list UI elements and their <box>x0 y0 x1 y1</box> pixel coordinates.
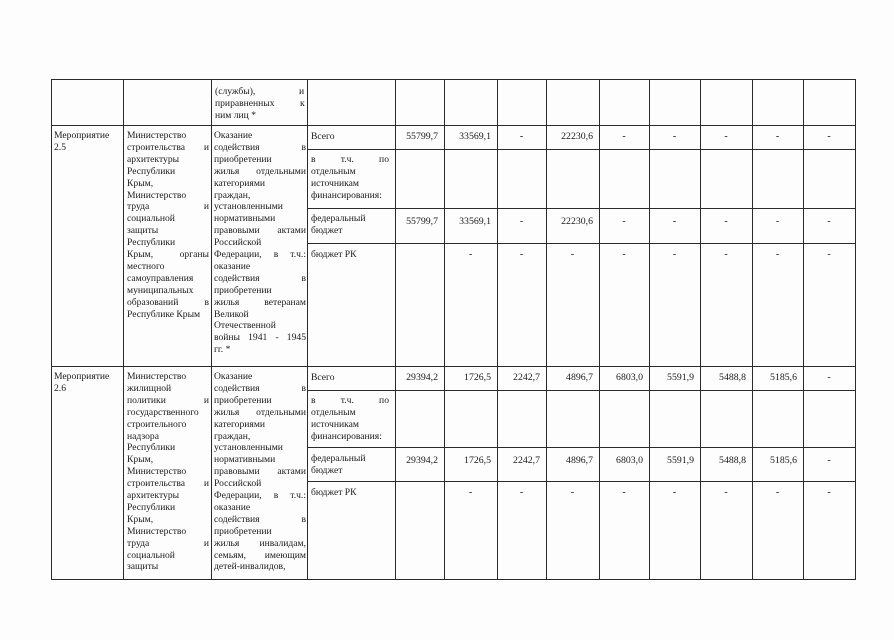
federal-value: 5488,8 <box>719 455 746 466</box>
fragment-text: и <box>299 86 305 97</box>
total-value: 5591,9 <box>667 372 694 383</box>
total-value: 2242,7 <box>513 372 540 383</box>
fragment-text: (службы), <box>215 86 256 97</box>
table-vline <box>123 79 124 580</box>
source-incl-label: в т.ч. по отдельным источникам финансирования: <box>311 395 389 442</box>
rk-value: - <box>775 487 780 498</box>
description-text-line: установленными <box>214 442 283 454</box>
description-text-line: детей-инвалидов, <box>214 561 286 573</box>
total-value: 1726,5 <box>464 372 491 383</box>
rk-value: - <box>468 487 473 498</box>
description-text-line: Оказание <box>214 130 253 141</box>
description-text-line: Федерации, в т.ч.: <box>214 249 306 260</box>
description-text-line: жилья инвалидам, <box>214 537 306 549</box>
executor-text-line: жилищной <box>127 382 172 394</box>
description-text-line: приобретении <box>214 394 272 406</box>
federal-value: - <box>672 216 677 227</box>
source-incl-label: в т.ч. по отдельным источникам финансирования: <box>311 154 389 201</box>
table-vline <box>752 79 753 580</box>
rk-value: - <box>672 487 677 498</box>
table-vline <box>599 79 600 580</box>
description-text-line: Российской <box>214 478 262 490</box>
description-text-line: оказание <box>214 501 251 513</box>
table-hline <box>307 208 856 209</box>
source-total-label: Всего <box>311 372 335 383</box>
rk-value: - <box>570 487 575 498</box>
table-vline <box>444 79 445 580</box>
description-text-line: семьям, имеющим <box>214 549 306 561</box>
rk-value: - <box>827 487 831 498</box>
description-text-line: содействия в <box>214 272 306 284</box>
description-text-line: Федерации, в т.ч.: <box>214 490 306 501</box>
total-value: 5488,8 <box>719 372 746 383</box>
executor-text-line: строительства и <box>127 478 209 490</box>
fragment-text: ним лиц * <box>215 110 256 121</box>
executor-text-line: труда и <box>127 537 209 549</box>
description-text-line: Отечественной <box>214 320 276 332</box>
executor-text-line: политики и <box>127 394 209 406</box>
executor-text-line: Министерство <box>127 525 187 537</box>
event-label-line: 2.6 <box>54 382 66 394</box>
event-label-line: 2.5 <box>54 141 66 153</box>
executor-text-line: муниципальных <box>127 284 194 296</box>
executor-text-line: Республики <box>127 237 176 249</box>
table-hline <box>51 579 856 580</box>
federal-value: - <box>827 216 831 227</box>
table-vline <box>395 79 396 580</box>
table-hline <box>307 243 856 244</box>
executor-text-line: труда и <box>127 201 209 213</box>
executor-text-line: образований в <box>127 296 209 308</box>
table-hline <box>51 125 856 126</box>
executor-text-line: Министерство <box>127 466 187 478</box>
description-text-line: жилья ветеранам <box>214 296 306 308</box>
description-text-line: Российской <box>214 237 262 249</box>
executor-text-line: социальной <box>127 213 175 225</box>
executor-text-line: архитектуры <box>127 490 180 501</box>
total-value: 6803,0 <box>616 372 643 383</box>
event-label-line: Мероприятие <box>54 130 110 141</box>
federal-value: - <box>724 216 728 227</box>
total-value: 4896,7 <box>566 372 593 383</box>
total-value: - <box>519 131 524 142</box>
total-value: 5185,6 <box>770 372 797 383</box>
total-value: - <box>724 131 728 142</box>
fragment-text: к <box>300 98 305 109</box>
executor-text-line: строительства и <box>127 141 209 153</box>
event-label-line: Мероприятие <box>54 371 110 382</box>
rk-value: - <box>570 249 575 260</box>
federal-value: 22230,6 <box>561 216 593 227</box>
fragment-text: приравненных <box>215 98 275 109</box>
table-hline <box>307 481 856 482</box>
table-vline <box>51 79 52 580</box>
description-text-line: приобретении <box>214 153 272 165</box>
federal-value: 33569,1 <box>459 216 491 227</box>
source-rk-label: бюджет РК <box>311 249 357 260</box>
federal-value: 5185,6 <box>770 455 797 466</box>
table-vline <box>546 79 547 580</box>
description-text-line: гг. * <box>214 344 231 356</box>
description-text-line: жилья отдельными <box>214 165 306 177</box>
table-hline <box>51 366 856 367</box>
federal-value: 2242,7 <box>513 455 540 466</box>
description-text-line: содействия в <box>214 382 306 394</box>
description-text-line: правовыми актами <box>214 225 306 237</box>
federal-value: 4896,7 <box>566 455 593 466</box>
table-vline <box>700 79 701 580</box>
executor-text-line: надзора <box>127 430 159 442</box>
table-vline <box>855 79 856 580</box>
federal-value: - <box>827 455 831 466</box>
rk-value: - <box>468 249 473 260</box>
source-rk-label: бюджет РК <box>311 487 357 498</box>
executor-text-line: Республики <box>127 501 176 513</box>
source-federal-label: федеральный бюджет <box>311 213 366 236</box>
table-hline <box>307 149 856 150</box>
description-text-line: правовыми актами <box>214 466 306 478</box>
description-text-line: граждан, <box>214 189 251 201</box>
federal-value: - <box>622 216 626 227</box>
executor-text-line: Крым, органы <box>127 249 209 260</box>
total-value: - <box>672 131 677 142</box>
table-hline <box>307 390 856 391</box>
table-vline <box>497 79 498 580</box>
total-value: - <box>775 131 780 142</box>
table-vline <box>211 79 212 580</box>
table-hline <box>51 79 856 80</box>
table-vline <box>649 79 650 580</box>
description-text-line: жилья отдельными <box>214 406 306 418</box>
description-text-line: граждан, <box>214 430 251 442</box>
executor-text-line: Министерство <box>127 130 187 141</box>
source-federal-label: федеральный бюджет <box>311 453 366 476</box>
description-text-line: войны 1941 - 1945 <box>214 332 306 344</box>
federal-value: 1726,5 <box>464 455 491 466</box>
executor-text-line: защиты <box>127 561 159 573</box>
rk-value: - <box>775 249 780 260</box>
federal-value: - <box>775 216 780 227</box>
total-value: 55799,7 <box>406 131 438 142</box>
federal-value: 5591,9 <box>667 455 694 466</box>
description-text-line: содействия в <box>214 141 306 153</box>
total-value: 29394,2 <box>406 372 438 383</box>
executor-text-line: Министерство <box>127 371 187 382</box>
description-text-line: категориями <box>214 418 266 430</box>
table-hline <box>307 447 856 448</box>
rk-value: - <box>724 487 728 498</box>
total-value: - <box>622 131 626 142</box>
description-text-line: содействия в <box>214 513 306 525</box>
rk-value: - <box>672 249 677 260</box>
executor-text-line: защиты <box>127 225 159 237</box>
description-text-line: категориями <box>214 177 266 189</box>
executor-text-line: Министерство <box>127 189 187 201</box>
executor-text-line: Крым, <box>127 513 154 525</box>
executor-text-line: социальной <box>127 549 175 561</box>
table-vline <box>803 79 804 580</box>
rk-value: - <box>519 487 524 498</box>
rk-value: - <box>622 249 626 260</box>
total-value: 22230,6 <box>561 131 593 142</box>
rk-value: - <box>519 249 524 260</box>
description-text-line: приобретении <box>214 525 272 537</box>
federal-value: 29394,2 <box>406 455 438 466</box>
description-text-line: установленными <box>214 201 283 213</box>
executor-text-line: государственного <box>127 406 199 418</box>
total-value: - <box>827 372 831 383</box>
total-value: - <box>827 131 831 142</box>
executor-text-line: Республики <box>127 442 176 454</box>
federal-value: - <box>519 216 524 227</box>
description-text-line: Великой <box>214 308 249 320</box>
rk-value: - <box>724 249 728 260</box>
total-value: 33569,1 <box>459 131 491 142</box>
executor-text-line: архитектуры <box>127 153 180 165</box>
description-text-line: Оказание <box>214 371 253 382</box>
executor-text-line: строительного <box>127 418 187 430</box>
description-text-line: оказание <box>214 260 251 272</box>
federal-value: 55799,7 <box>406 216 438 227</box>
description-text-line: нормативными <box>214 213 276 225</box>
source-total-label: Всего <box>311 131 335 142</box>
federal-value: 6803,0 <box>616 455 643 466</box>
table-vline <box>307 79 308 580</box>
executor-text-line: Республике Крым <box>127 308 201 320</box>
executor-text-line: местного <box>127 260 165 272</box>
executor-text-line: Республики <box>127 165 176 177</box>
executor-text-line: Крым, <box>127 454 154 466</box>
executor-text-line: самоуправления <box>127 272 194 284</box>
rk-value: - <box>622 487 626 498</box>
description-text-line: приобретении <box>214 284 272 296</box>
rk-value: - <box>827 249 831 260</box>
executor-text-line: Крым, <box>127 177 154 189</box>
description-text-line: нормативными <box>214 454 276 466</box>
